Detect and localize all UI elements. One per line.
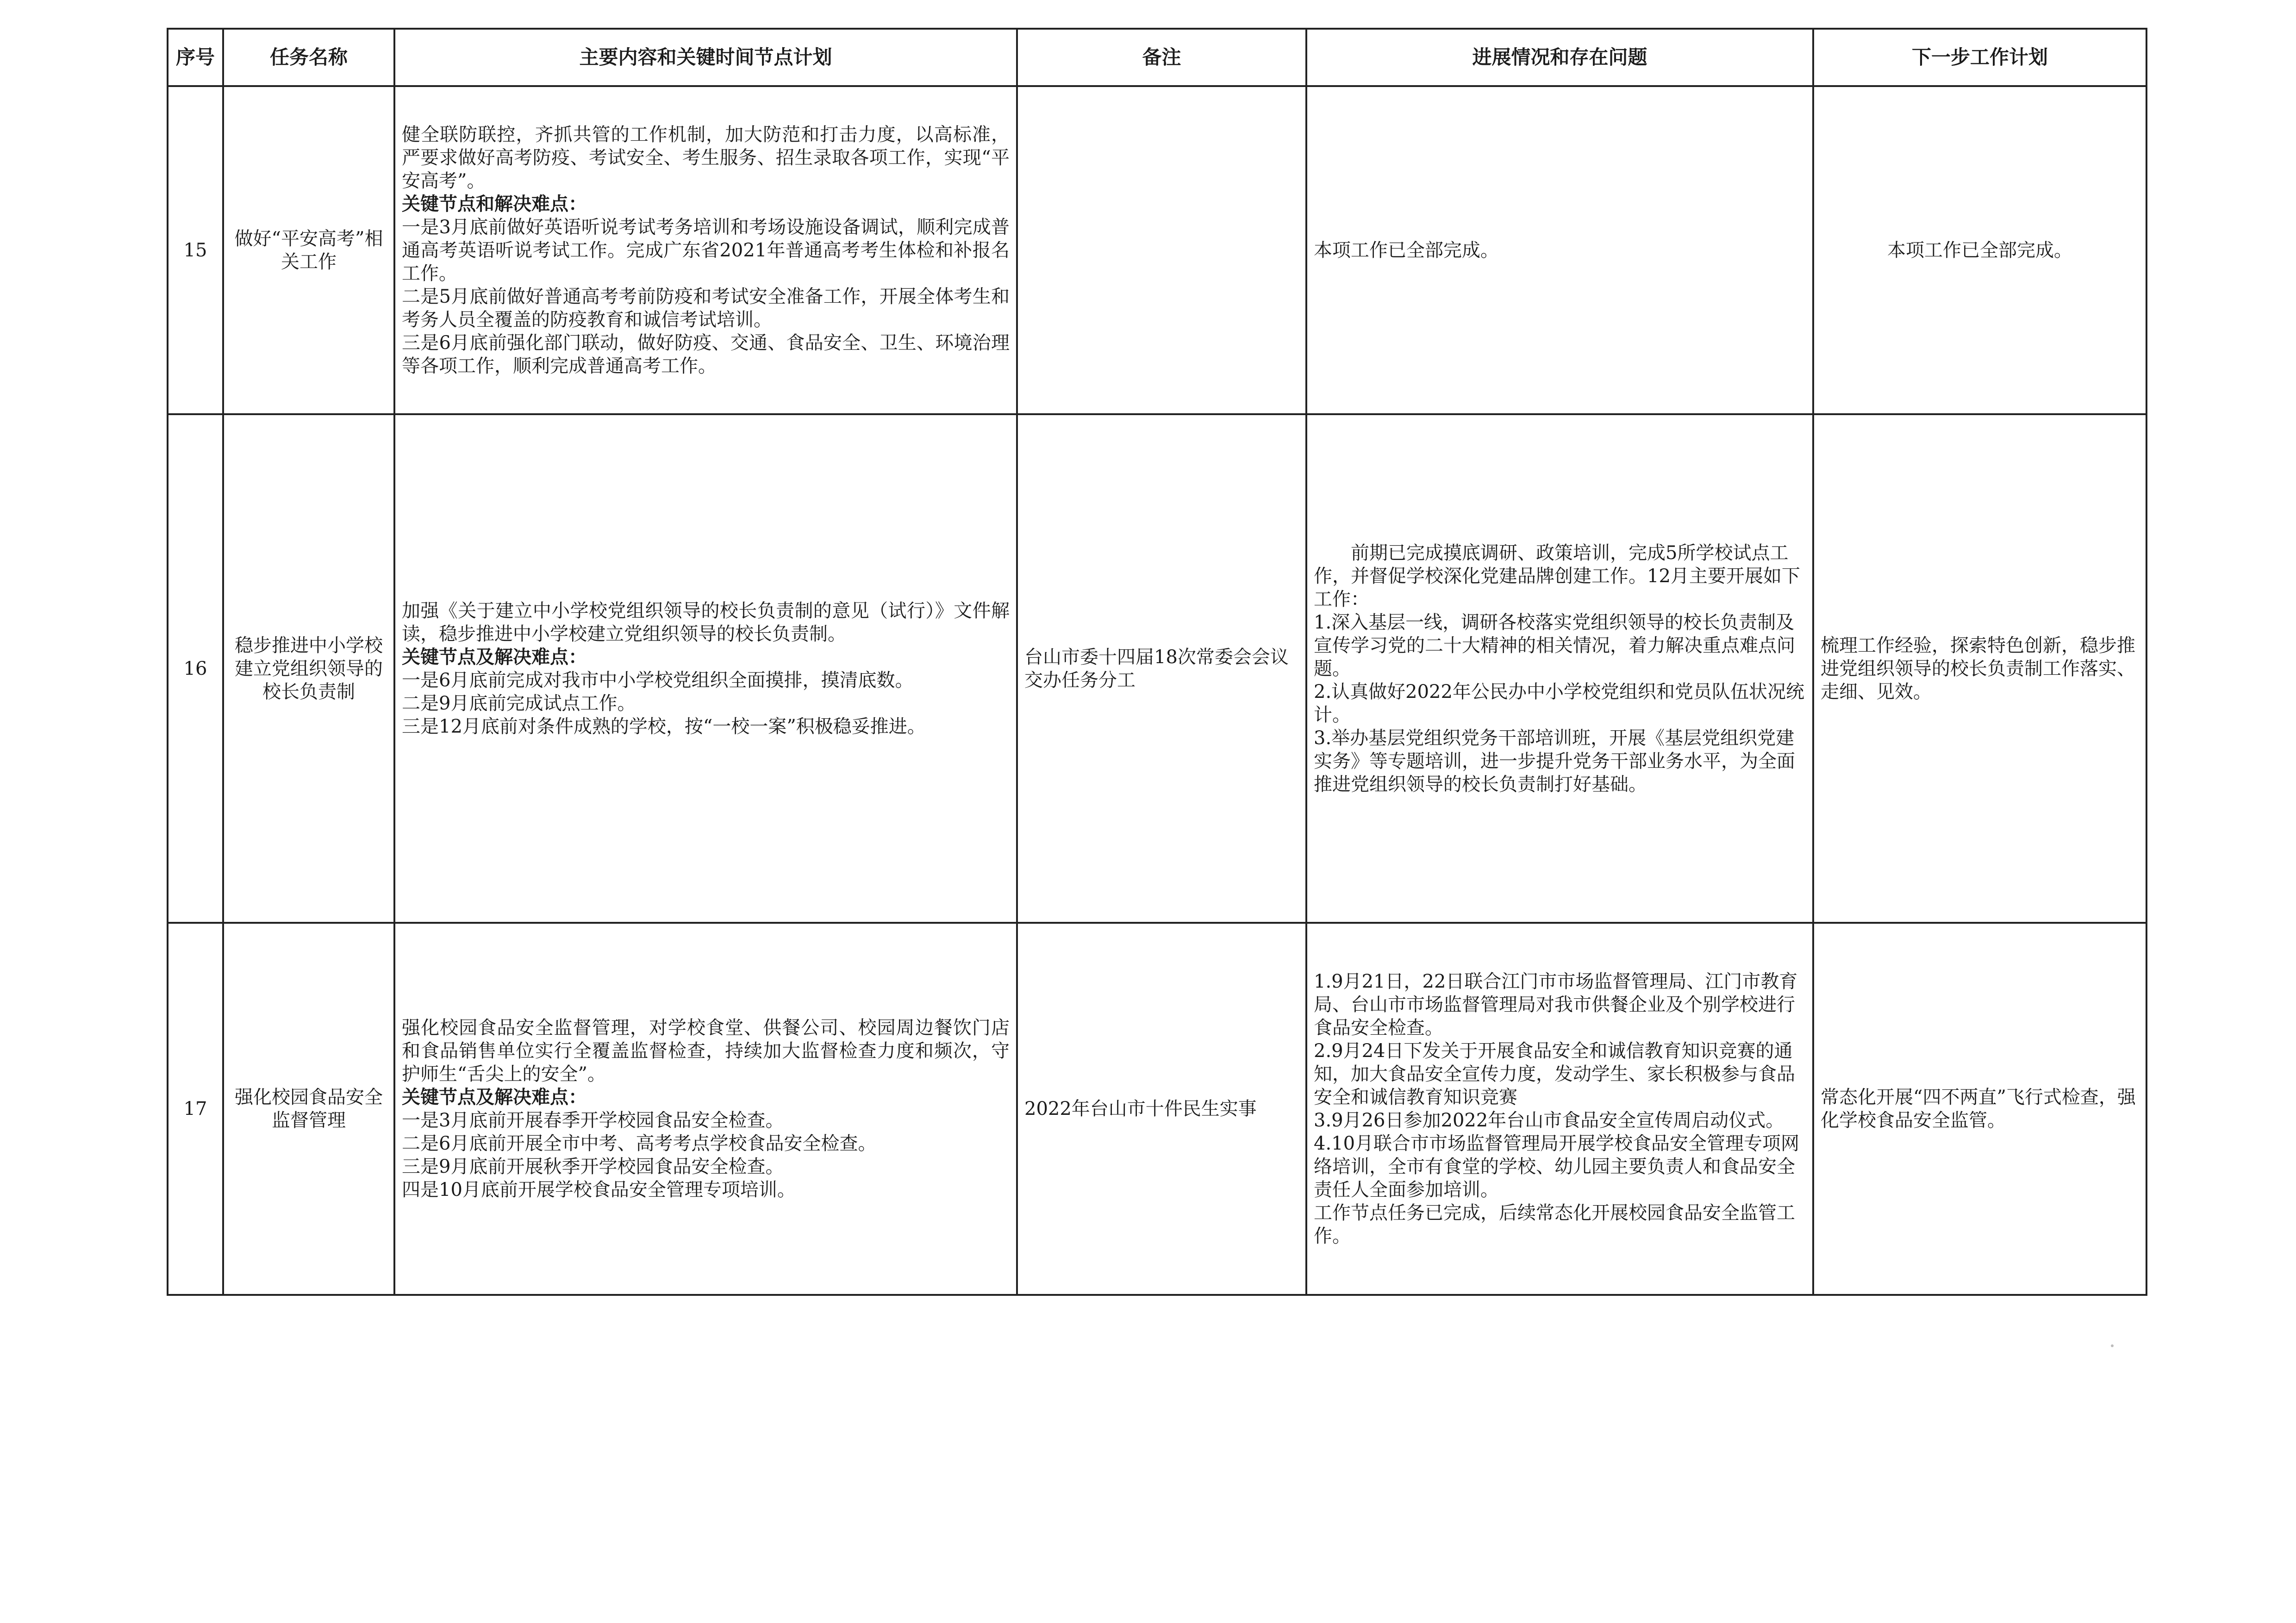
header-content-plan: 主要内容和关键时间节点计划 bbox=[394, 29, 1017, 86]
progress-item: 2.认真做好2022年公民办中小学校党组织和党员队伍状况统计。 bbox=[1314, 681, 1804, 726]
key-points-label: 关键节点和解决难点： bbox=[402, 193, 587, 215]
scan-speck bbox=[2111, 1344, 2114, 1347]
remark-cell bbox=[1017, 86, 1306, 414]
key-points-label: 关键节点及解决难点： bbox=[402, 1087, 587, 1108]
progress-item: 2.9月24日下发关于开展食品安全和诚信教育知识竞赛的通知，加大食品安全宣传力度，发动学生、家长积极参与食品安全和诚信教育知识竞赛 bbox=[1314, 1040, 1795, 1108]
header-progress: 进展情况和存在问题 bbox=[1306, 29, 1813, 86]
progress-item: 前期已完成摸底调研、政策培训，完成5所学校试点工作，并督促学校深化党建品牌创建工作。12月主要开展如下工作： bbox=[1314, 542, 1800, 610]
content-point: 四是10月底前开展学校食品安全管理专项培训。 bbox=[402, 1179, 796, 1200]
content-plan-cell bbox=[394, 86, 1017, 414]
task-name: 做好“平安高考”相关工作 bbox=[223, 86, 394, 414]
content-intro: 加强《关于建立中小学校党组织领导的校长负责制的意见（试行）》文件解读，稳步推进中小学校建立党组织领导的校长负责制。 bbox=[402, 600, 1010, 645]
remark-cell: 台山市委十四届18次常委会会议交办任务分工 bbox=[1017, 414, 1306, 923]
header-task-name: 任务名称 bbox=[223, 29, 394, 86]
header-next-plan: 下一步工作计划 bbox=[1813, 29, 2146, 86]
progress-item: 1.深入基层一线，调研各校落实党组织领导的校长负责制及宣传学习党的二十大精神的相关情况，着力解决重点难点问题。 bbox=[1314, 611, 1795, 679]
remark-cell: 2022年台山市十件民生实事 bbox=[1017, 923, 1306, 1295]
progress-item: 1.9月21日，22日联合江门市市场监督管理局、江门市教育局、台山市市场监督管理局对我市供餐企业及个别学校进行食品安全检查。 bbox=[1314, 971, 1798, 1038]
row-number: 16 bbox=[168, 414, 223, 923]
content-point: 一是6月底前完成对我市中小学校党组织全面摸排，摸清底数。 bbox=[402, 669, 914, 691]
content-point: 二是9月底前完成试点工作。 bbox=[402, 692, 636, 714]
key-points-label: 关键节点及解决难点： bbox=[402, 646, 587, 668]
progress-item: 3.9月26日参加2022年台山市食品安全宣传周启动仪式。 bbox=[1314, 1110, 1784, 1131]
next-plan-cell: 本项工作已全部完成。 bbox=[1813, 86, 2146, 414]
progress-item: 3.举办基层党组织党务干部培训班，开展《基层党组织党建实务》等专题培训，进一步提升党务干部业务水平，为全面推进党组织领导的校长负责制打好基础。 bbox=[1314, 727, 1795, 795]
task-table bbox=[167, 28, 2147, 1296]
content-point: 三是9月底前开展秋季开学校园食品安全检查。 bbox=[402, 1156, 784, 1177]
content-plan-cell bbox=[394, 923, 1017, 1295]
content-point: 三是12月底前对条件成熟的学校，按“一校一案”积极稳妥推进。 bbox=[402, 715, 926, 737]
header-seq: 序号 bbox=[168, 29, 223, 86]
progress-item: 工作节点任务已完成，后续常态化开展校园食品安全监管工作。 bbox=[1314, 1202, 1795, 1247]
content-intro: 健全联防联控，齐抓共管的工作机制，加大防范和打击力度，以高标准，严要求做好高考防疫、考试安全、考生服务、招生录取各项工作，实现“平安高考”。 bbox=[402, 124, 1010, 192]
header-row bbox=[168, 29, 2146, 86]
task-name: 稳步推进中小学校建立党组织领导的校长负责制 bbox=[223, 414, 394, 923]
content-point: 一是3月底前开展春季开学校园食品安全检查。 bbox=[402, 1110, 784, 1131]
content-point: 二是5月底前做好普通高考考前防疫和考试安全准备工作，开展全体考生和考务人员全覆盖的防疫教育和诚信考试培训。 bbox=[402, 286, 1010, 330]
content-intro: 强化校园食品安全监督管理，对学校食堂、供餐公司、校园周边餐饮门店和食品销售单位实行全覆盖监督检查，持续加大监督检查力度和频次，守护师生“舌尖上的安全”。 bbox=[402, 1017, 1010, 1085]
progress-item: 4.10月联合市市场监督管理局开展学校食品安全管理专项网络培训，全市有食堂的学校、幼儿园主要负责人和食品安全责任人全面参加培训。 bbox=[1314, 1133, 1800, 1200]
content-point: 一是3月底前做好英语听说考试考务培训和考场设施设备调试，顺利完成普通高考英语听说考试工作。完成广东省2021年普通高考考生体检和补报名工作。 bbox=[402, 216, 1010, 284]
progress-cell bbox=[1306, 86, 1813, 414]
task-name: 强化校园食品安全监督管理 bbox=[223, 923, 394, 1295]
content-point: 二是6月底前开展全市中考、高考考点学校食品安全检查。 bbox=[402, 1133, 877, 1154]
progress-cell bbox=[1306, 414, 1813, 923]
row-number: 15 bbox=[168, 86, 223, 414]
table-row bbox=[168, 923, 2146, 1295]
progress-cell bbox=[1306, 923, 1813, 1295]
progress-item: 本项工作已全部完成。 bbox=[1314, 239, 1499, 261]
table-row bbox=[168, 414, 2146, 923]
row-number: 17 bbox=[168, 923, 223, 1295]
header-remark: 备注 bbox=[1017, 29, 1306, 86]
content-plan-cell bbox=[394, 414, 1017, 923]
content-point: 三是6月底前强化部门联动，做好防疫、交通、食品安全、卫生、环境治理等各项工作，顺利完成普通高考工作。 bbox=[402, 332, 1010, 377]
table-row bbox=[168, 86, 2146, 414]
next-plan-cell: 梳理工作经验，探索特色创新，稳步推进党组织领导的校长负责制工作落实、走细、见效。 bbox=[1813, 414, 2146, 923]
next-plan-cell: 常态化开展“四不两直”飞行式检查，强化学校食品安全监管。 bbox=[1813, 923, 2146, 1295]
